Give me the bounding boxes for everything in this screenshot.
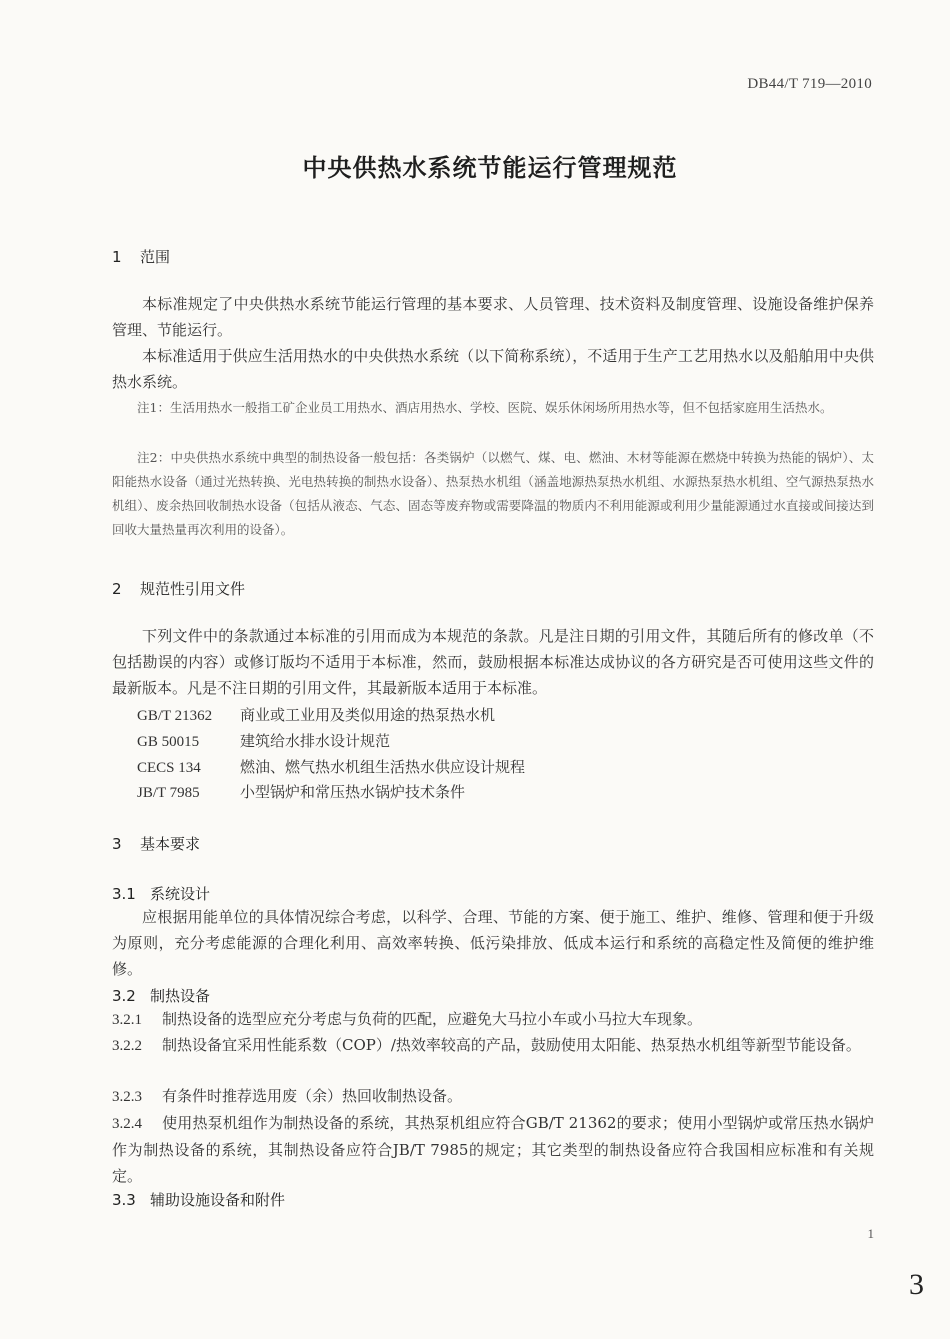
document-title: 中央供热水系统节能运行管理规范 xyxy=(302,154,678,182)
section-title: 范围 xyxy=(140,248,171,266)
subsection-number: 3.3 xyxy=(112,1191,136,1209)
reference-code: CECS 134 xyxy=(137,760,201,776)
reference-name: 燃油、燃气热水机组生活热水供应设计规程 xyxy=(240,758,526,776)
reference-code: GB 50015 xyxy=(137,734,200,750)
section-title: 规范性引用文件 xyxy=(140,580,246,598)
reference-name: 商业或工业用及类似用途的热泵热水机 xyxy=(240,706,496,724)
subsection-3-1-paragraph: 应根据用能单位的具体情况综合考虑，以科学、合理、节能的方案、便于施工、维护、维修、管理和便于升级为原则，充分考虑能源的合理化利用、高效率转换、低污染排放、低成本运行和系统的高稳定性及简便的维护维修。 xyxy=(112,908,874,978)
standard-code: DB44/T 719—2010 xyxy=(747,76,872,92)
clause-text: 使用热泵机组作为制热设备的系统，其热泵机组应符合GB/T 21362的要求；使用小型锅炉或常压热水锅炉作为制热设备的系统，其制热设备应符合JB/T 7985的规定；其它类型的制热设备应符合我国相应标准和有关规定。 xyxy=(112,1114,874,1185)
section-2-paragraph: 下列文件中的条款通过本标准的引用而成为本规范的条款。凡是注日期的引用文件，其随后所有的修改单（不包括勘误的内容）或修订版均不适用于本标准，然而，鼓励根据本标准达成协议的各方研究是否可使用这些文件的最新版本。凡是不注日期的引用文件，其最新版本适用于本标准。 xyxy=(112,627,874,697)
clause-number: 3.2.4 xyxy=(112,1116,142,1132)
reference-code: JB/T 7985 xyxy=(137,785,200,801)
section-number: 1 xyxy=(112,248,122,266)
subsection-3-2-heading xyxy=(112,985,210,1006)
reference-item xyxy=(137,704,495,725)
subsection-number: 3.2 xyxy=(112,987,136,1005)
section-1-paragraph-1: 本标准规定了中央供热水系统节能运行管理的基本要求、人员管理、技术资料及制度管理、设施设备维护保养管理、节能运行。 xyxy=(112,295,874,339)
subsection-title: 系统设计 xyxy=(150,885,211,903)
clause-3-2-4 xyxy=(112,1110,874,1189)
section-3-heading xyxy=(112,833,200,854)
clause-text: 制热设备宜采用性能系数（COP）/热效率较高的产品，鼓励使用太阳能、热泵热水机组等新型节能设备。 xyxy=(162,1036,861,1054)
clause-text: 制热设备的选型应充分考虑与负荷的匹配，应避免大马拉小车或小马拉大车现象。 xyxy=(162,1010,703,1028)
reference-name: 小型锅炉和常压热水锅炉技术条件 xyxy=(240,783,466,801)
subsection-number: 3.1 xyxy=(112,885,136,903)
subsection-title: 制热设备 xyxy=(150,987,211,1005)
page-number: 1 xyxy=(867,1226,874,1241)
section-1-note-1: 注1：生活用热水一般指工矿企业员工用热水、酒店用热水、学校、医院、娱乐休闲场所用热水等，但不包括家庭用生活热水。 xyxy=(137,400,833,415)
clause-number: 3.2.2 xyxy=(112,1038,142,1054)
reference-item xyxy=(137,781,465,802)
clause-number: 3.2.1 xyxy=(112,1012,142,1028)
section-1-paragraph-2: 本标准适用于供应生活用热水的中央供热水系统（以下简称系统），不适用于生产工艺用热水以及船舶用中央供热水系统。 xyxy=(112,347,874,391)
subsection-title: 辅助设施设备和附件 xyxy=(150,1191,286,1209)
clause-text: 有条件时推荐选用废（余）热回收制热设备。 xyxy=(162,1087,463,1105)
corner-number: 3 xyxy=(909,1268,924,1301)
reference-item xyxy=(137,730,390,751)
reference-code: GB/T 21362 xyxy=(137,708,213,724)
section-number: 2 xyxy=(112,580,122,598)
clause-3-2-2 xyxy=(112,1032,874,1059)
section-number: 3 xyxy=(112,835,122,853)
reference-item xyxy=(137,756,525,777)
subsection-3-3-heading xyxy=(112,1189,285,1210)
subsection-3-1-heading xyxy=(112,883,210,904)
reference-name: 建筑给水排水设计规范 xyxy=(240,732,391,750)
section-title: 基本要求 xyxy=(140,835,201,853)
clause-3-2-1 xyxy=(112,1006,874,1033)
section-1-note-2: 注2：中央供热水系统中典型的制热设备一般包括：各类锅炉（以燃气、煤、电、燃油、木材等能源在燃烧中转换为热能的锅炉）、太阳能热水设备（通过光热转换、光电热转换的制热水设备）、热泵热水机组（涵盖地源热泵热水机组、水源热泵热水机组、空气源热泵热水机组）、废余热回收制热水设备（包括从液态、气态、固态等废弃物或需要降温的物质内不利用能源或利用少量能源通过水直接或间接达到回收大量热量再次利用的设备）。 xyxy=(112,450,874,537)
clause-3-2-3 xyxy=(112,1083,874,1110)
section-2-heading xyxy=(112,578,245,599)
clause-number: 3.2.3 xyxy=(112,1089,142,1105)
section-1-heading xyxy=(112,246,170,267)
